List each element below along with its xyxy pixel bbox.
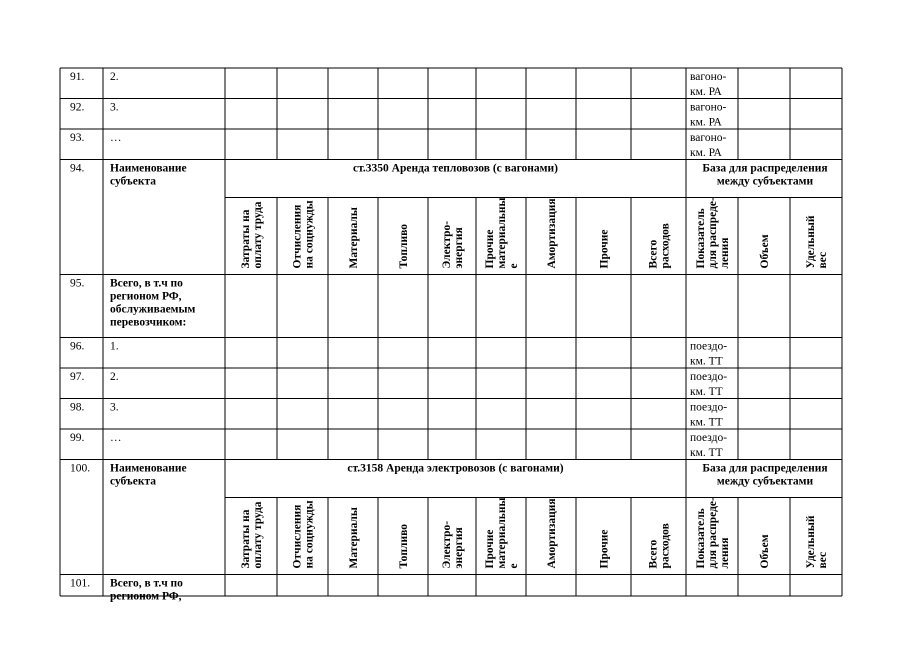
column-header: для распреде- bbox=[707, 497, 719, 569]
column-header: Электро- bbox=[441, 220, 453, 269]
unit-label: км. РА bbox=[690, 116, 722, 129]
column-header: Объем bbox=[759, 534, 771, 569]
row-number: 99. bbox=[70, 432, 85, 444]
unit-label: поездо- bbox=[690, 371, 728, 383]
unit-label: поездо- bbox=[690, 401, 728, 414]
section-title: ст.3158 Аренда электровозов (с вагонами) bbox=[347, 462, 564, 475]
row-number: 97. bbox=[70, 371, 85, 383]
base-header: между субъектами bbox=[716, 175, 814, 188]
column-header: оплату труда bbox=[252, 201, 264, 269]
subject-name: 2. bbox=[110, 71, 119, 83]
unit-label: км. ТТ bbox=[690, 416, 723, 429]
column-header-name: Наименование bbox=[110, 462, 187, 475]
column-header: Удельный bbox=[805, 215, 817, 269]
row-number: 92. bbox=[70, 101, 85, 114]
column-header: Топливо bbox=[398, 524, 410, 569]
row-number: 101. bbox=[70, 577, 91, 590]
base-header: База для распределения bbox=[702, 162, 828, 175]
subject-name: 2. bbox=[110, 371, 119, 383]
column-header: Отчисления bbox=[291, 504, 304, 569]
column-header: Затраты на bbox=[240, 209, 252, 269]
column-header: е bbox=[508, 563, 520, 569]
row-number: 91. bbox=[70, 71, 85, 83]
column-header: е bbox=[508, 263, 520, 269]
column-header: энергия bbox=[453, 527, 465, 569]
column-header: Материалы bbox=[348, 507, 360, 569]
total-row-label: регионом РФ, bbox=[110, 590, 182, 603]
column-header: Амортизация bbox=[546, 198, 558, 269]
column-header: Прочие bbox=[484, 529, 496, 569]
base-header: База для распределения bbox=[702, 462, 828, 475]
column-header: оплату труда bbox=[252, 501, 264, 569]
column-header: Прочие bbox=[598, 529, 611, 569]
row-number: 98. bbox=[70, 401, 85, 414]
column-header: вес bbox=[817, 251, 829, 269]
column-header: для распреде- bbox=[707, 197, 719, 269]
column-header: Прочие bbox=[484, 229, 496, 269]
column-header: ления bbox=[719, 237, 731, 269]
subject-name: 3. bbox=[110, 101, 119, 114]
unit-label: км. ТТ bbox=[690, 355, 723, 368]
row-number: 95. bbox=[70, 277, 85, 290]
row-number: 100. bbox=[70, 462, 91, 475]
column-header: Материалы bbox=[348, 207, 360, 269]
column-header: Затраты на bbox=[240, 509, 252, 569]
unit-label: поездо- bbox=[690, 432, 728, 444]
column-header: Прочие bbox=[598, 229, 611, 269]
column-header-name: субъекта bbox=[110, 175, 156, 188]
column-header: Показатель bbox=[695, 208, 707, 269]
unit-label: км. РА bbox=[690, 86, 722, 98]
column-header: Топливо bbox=[398, 224, 410, 269]
subject-name: … bbox=[110, 132, 122, 144]
unit-label: вагоно- bbox=[690, 101, 727, 114]
subject-name: 1. bbox=[110, 340, 119, 353]
column-header: материальны bbox=[496, 197, 508, 269]
base-header: между субъектами bbox=[716, 475, 814, 488]
subject-name: … bbox=[110, 432, 122, 444]
subject-name: 3. bbox=[110, 401, 119, 414]
column-header: Амортизация bbox=[546, 498, 558, 569]
column-header: расходов bbox=[659, 223, 672, 269]
unit-label: км. ТТ bbox=[690, 447, 723, 459]
unit-label: поездо- bbox=[690, 340, 728, 353]
unit-label: вагоно- bbox=[690, 71, 727, 83]
column-header-name: субъекта bbox=[110, 475, 156, 488]
row-number: 93. bbox=[70, 132, 85, 144]
row-number: 96. bbox=[70, 340, 85, 353]
column-header: Объем bbox=[759, 234, 771, 269]
column-header: вес bbox=[817, 551, 829, 569]
total-row-label: Всего, в т.ч по bbox=[110, 277, 183, 290]
unit-label: км. РА bbox=[690, 147, 722, 159]
column-header: на соцнужды bbox=[303, 200, 316, 269]
total-row-label: перевозчиком: bbox=[110, 316, 187, 329]
column-header: энергия bbox=[453, 227, 465, 269]
column-header: ления bbox=[719, 537, 731, 569]
column-header: на соцнужды bbox=[303, 500, 316, 569]
section-title: ст.3350 Аренда тепловозов (с вагонами) bbox=[353, 162, 558, 175]
total-row-label: обслуживаемым bbox=[110, 303, 196, 316]
column-header-name: Наименование bbox=[110, 162, 187, 175]
column-header: Удельный bbox=[805, 515, 817, 569]
row-number: 94. bbox=[70, 162, 85, 175]
unit-label: км. ТТ bbox=[690, 386, 723, 398]
column-header: Электро- bbox=[441, 520, 453, 569]
column-header: Отчисления bbox=[291, 204, 304, 269]
column-header: Всего bbox=[647, 539, 660, 569]
column-header: материальны bbox=[496, 497, 508, 569]
column-header: Всего bbox=[647, 239, 660, 269]
column-header: Показатель bbox=[695, 508, 707, 569]
column-header: расходов bbox=[659, 523, 672, 569]
unit-label: вагоно- bbox=[690, 132, 727, 144]
total-row-label: регионом РФ, bbox=[110, 290, 182, 303]
total-row-label: Всего, в т.ч по bbox=[110, 577, 183, 590]
